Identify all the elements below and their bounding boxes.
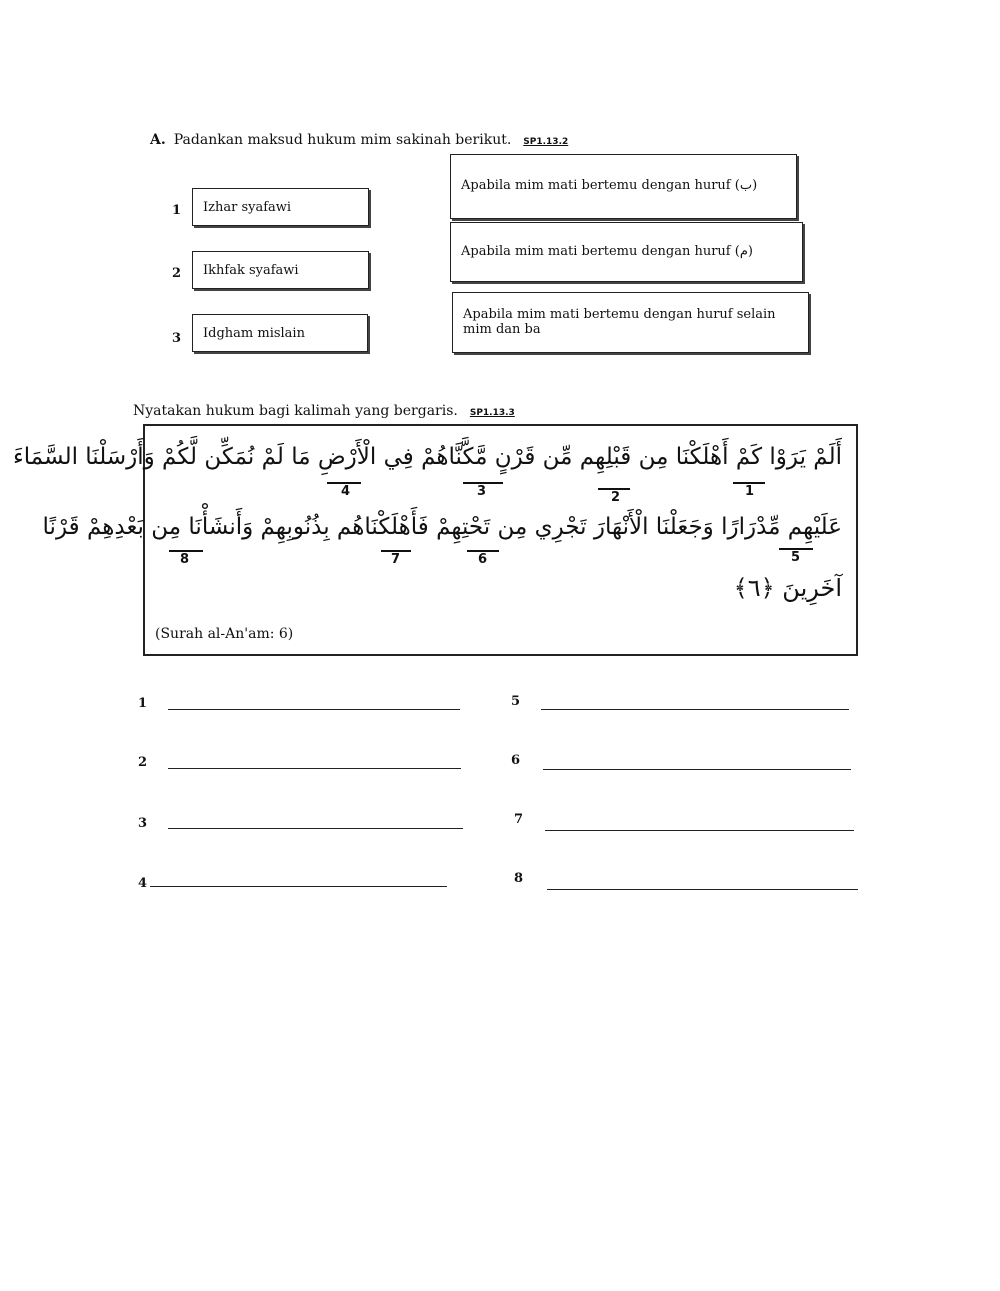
term-label: Idgham mislain — [203, 325, 305, 341]
marker-number-2: 2 — [611, 490, 621, 505]
answer-line-2[interactable] — [168, 768, 461, 769]
term-number: 3 — [172, 331, 182, 346]
term-label: Ikhfak syafawi — [203, 262, 299, 278]
answer-line-7[interactable] — [545, 830, 854, 831]
section-b-heading — [133, 403, 515, 419]
marker-number-5: 5 — [791, 550, 801, 565]
answer-number: 6 — [511, 753, 521, 768]
answer-line-3[interactable] — [168, 828, 463, 829]
definition-text: Apabila mim mati bertemu dengan huruf (ب) — [461, 178, 758, 194]
term-number: 1 — [172, 203, 182, 218]
section-b-title: Nyatakan hukum bagi kalimah yang bergaris. — [133, 403, 458, 419]
verse-box — [12, 424, 858, 656]
answer-number: 2 — [138, 755, 148, 770]
term-number: 2 — [172, 266, 182, 281]
definition-box-2[interactable] — [450, 222, 803, 282]
definition-box-1[interactable] — [450, 154, 797, 219]
verse-line-2: عَلَيْهِم مِّدْرَارًا وَجَعَلْنَا الْأَنْهَارَ تَجْرِي مِن تَحْتِهِمْ فَأَهْلَكْنَاهُم بِذُنُوبِهِمْ وَأَنشَأْنَا مِن بَعْدِهِمْ قَرْنًا — [42, 514, 842, 540]
section-a-title: Padankan maksud hukum mim sakinah berikut. — [173, 132, 512, 148]
marker-number-4: 4 — [341, 484, 351, 499]
term-box-ikhfak[interactable] — [192, 251, 369, 289]
marker-number-7: 7 — [391, 552, 401, 567]
section-a-heading — [150, 132, 568, 148]
answer-line-6[interactable] — [543, 769, 851, 770]
definition-text: Apabila mim mati bertemu dengan huruf (م) — [461, 243, 753, 259]
verse-source: (Surah al-An'am: 6) — [155, 626, 294, 642]
answer-line-4[interactable] — [150, 886, 447, 887]
marker-number-8: 8 — [180, 552, 190, 567]
answer-number: 1 — [138, 696, 148, 711]
section-a-code: SP1.13.2 — [523, 137, 569, 147]
term-box-izhar[interactable] — [192, 188, 369, 226]
section-b-code: SP1.13.3 — [469, 408, 515, 418]
marker-number-1: 1 — [745, 484, 755, 499]
section-letter: A. — [150, 132, 166, 148]
answer-number: 5 — [511, 694, 521, 709]
answer-number: 7 — [514, 812, 524, 827]
answer-line-5[interactable] — [541, 709, 849, 710]
definition-text: Apabila mim mati bertemu dengan huruf selain mim dan ba — [463, 306, 776, 337]
answer-number: 4 — [138, 876, 148, 891]
marker-number-6: 6 — [478, 552, 488, 567]
answer-line-1[interactable] — [168, 709, 460, 710]
verse-line-1: أَلَمْ يَرَوْا كَمْ أَهْلَكْنَا مِن قَبْلِهِم مِّن قَرْنٍ مَّكَّنَّاهُمْ فِي الْأَرْضِ مَا لَمْ نُمَكِّن لَّكُمْ وَأَرْسَلْنَا السَّمَاءَ — [12, 444, 842, 470]
term-label: Izhar syafawi — [203, 199, 292, 215]
answer-number: 3 — [138, 816, 148, 831]
definition-box-3[interactable] — [452, 292, 809, 353]
answer-line-8[interactable] — [547, 889, 858, 890]
term-box-idgham[interactable] — [192, 314, 368, 352]
verse-line-3: آخَرِينَ ﴿٦﴾ — [733, 574, 842, 602]
answer-number: 8 — [514, 871, 524, 886]
marker-number-3: 3 — [477, 484, 487, 499]
